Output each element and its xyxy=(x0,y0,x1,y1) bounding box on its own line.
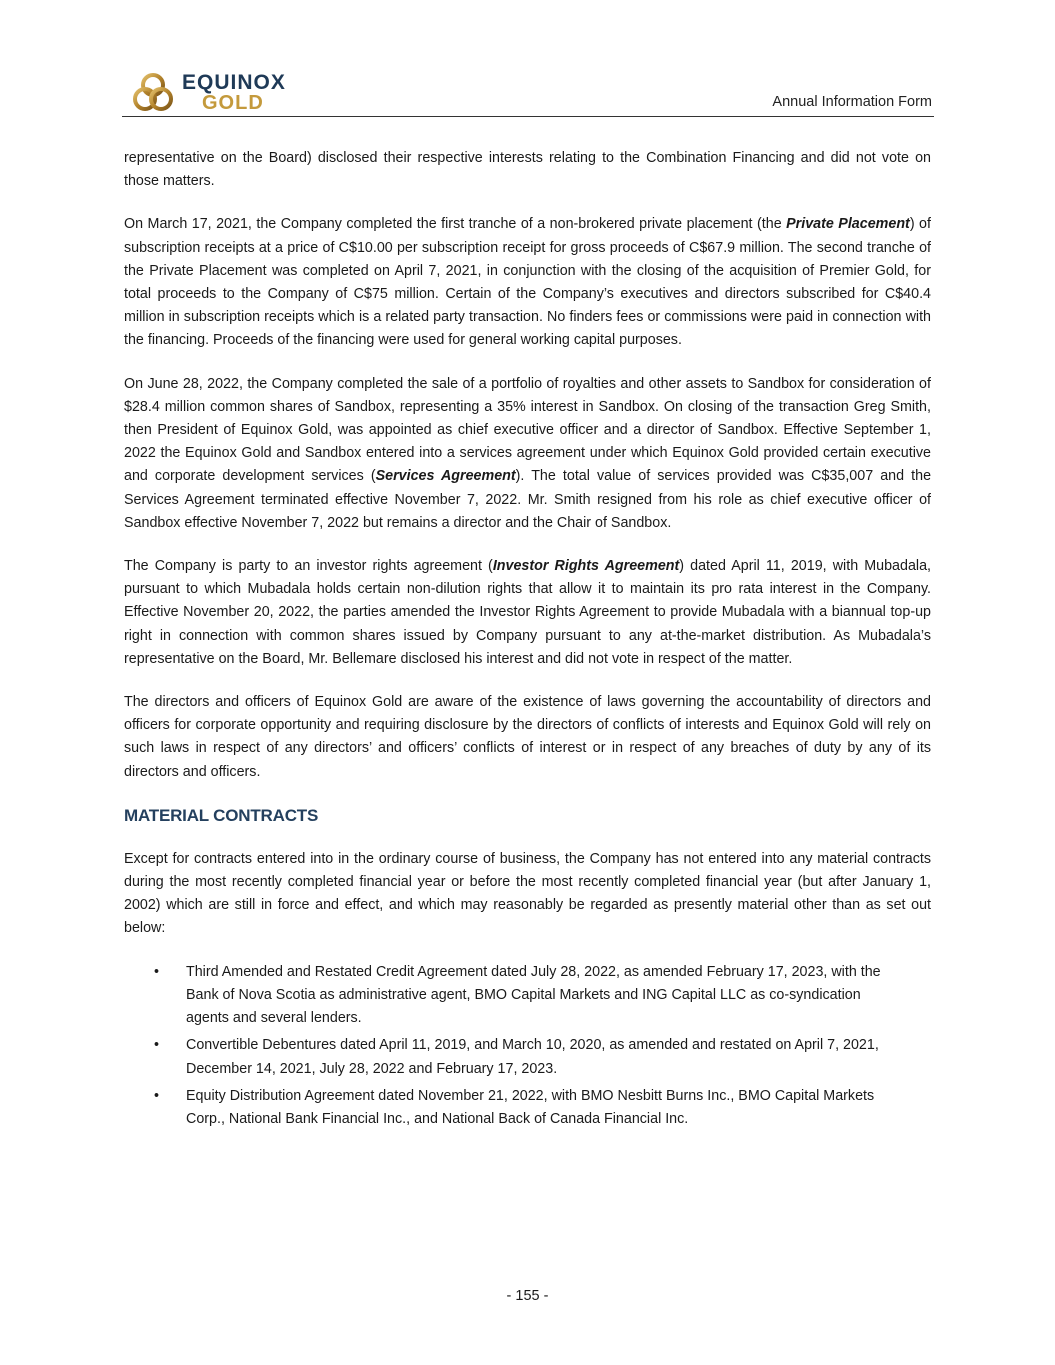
page-body xyxy=(124,147,931,1135)
paragraph-investor-rights xyxy=(124,555,931,671)
text: ) of subscription receipts at a price of C$10.00 per subscription receipt for gross proceeds of C$67.9 million. The second tranche of the Private Placement was completed on April 7, 2021, in conjunction with the closing of the acquisition of Premier Gold, for total proceeds to the Company of C$75 million. Certain of the Company’s executives and directors subscribed for C$40.4 million in subscription receipts which is a related party transaction. No finders fees or commissions were paid in connection with the financing. Proceeds of the financing were used for general working capital purposes. xyxy=(124,216,931,349)
defined-term-investor-rights-agreement: Investor Rights Agreement xyxy=(492,558,680,575)
bullet-icon: • xyxy=(154,963,160,980)
document-title: Annual Information Form xyxy=(772,94,932,110)
logo-text-gold: GOLD xyxy=(202,92,264,114)
text: On June 28, 2022, the Company completed the sale of a portfolio of royalties and other assets to Sandbox for consideration of $28.4 million common shares of Sandbox, representing a 35% interest in Sandbox. On closing of the transaction Greg Smith, then President of Equinox Gold, was appointed as chief executive officer and a director of Sandbox. Effective September 1, 2022 the Equinox Gold and Sandbox entered into a services agreement under which Equinox Gold provided certain executive and corporate development services ( xyxy=(124,375,931,485)
equinox-gold-logo xyxy=(132,70,302,114)
paragraph-private-placement xyxy=(124,213,931,352)
list-item-text: Convertible Debentures dated April 11, 2019, and March 10, 2020, as amended and restated on April 7, 2021, December 14, 2021, July 28, 2022 and February 17, 2023. xyxy=(186,1037,879,1077)
defined-term-private-placement: Private Placement xyxy=(786,216,910,233)
defined-term-services-agreement: Services Agreement xyxy=(375,468,516,485)
bullet-icon: • xyxy=(154,1087,160,1104)
text: On March 17, 2021, the Company completed the first tranche of a non-brokered private placement (the xyxy=(124,216,787,233)
paragraph-material-contracts-intro: Except for contracts entered into in the ordinary course of business, the Company has not entered into any material contracts during the most recently completed financial year or before the most recently completed financial year (but after January 1, 2002) which are still in force and effect, and which may reasonably be regarded as presently material other than as set out below: xyxy=(124,850,931,937)
text: ) dated April 11, 2019, with Mubadala, pursuant to which Mubadala holds certain non-dilution rights that allow it to maintain its pro rata interest in the Company. Effective November 20, 2022, the parties amended the Investor Rights Agreement to provide Mubadala with a biannual top-up right in connection with common shares issued by Company pursuant to any at-the-market distribution. As Mubadala’s representative on the Board, Mr. Bellemare disclosed his interest and did not vote in respect of the matter. xyxy=(124,558,932,667)
paragraph-conflicts-of-interest: The directors and officers of Equinox Gold are aware of the existence of laws governing the accountability of directors and officers for corporate opportunity and requiring disclosure by the directors of conflicts of interests and Equinox Gold will rely on such laws in respect of any directors’ and officers’ conflicts of interest or in respect of any breaches of duty by any of its directors and officers. xyxy=(124,694,931,780)
bullet-icon: • xyxy=(154,1037,160,1054)
text: The Company is party to an investor rights agreement ( xyxy=(124,558,493,575)
page-number: - 155 - xyxy=(506,1288,549,1304)
list-item xyxy=(124,1034,894,1080)
paragraph-sandbox-sale xyxy=(124,373,931,535)
list-item xyxy=(124,961,894,1031)
page-header xyxy=(122,68,934,117)
section-heading-material-contracts: MATERIAL CONTRACTS xyxy=(124,805,319,825)
logo-text-equinox: EQUINOX xyxy=(182,71,286,94)
list-item-text: Equity Distribution Agreement dated November 21, 2022, with BMO Nesbitt Burns Inc., BMO Capital Markets Corp., National Bank Financial Inc., and National Back of Canada Financial Inc. xyxy=(186,1087,875,1127)
paragraph-combination-financing: representative on the Board) disclosed their respective interests relating to the Combination Financing and did not vote on those matters. xyxy=(124,150,931,190)
list-item xyxy=(124,1085,894,1131)
material-contracts-list xyxy=(124,961,931,1131)
text: ). The total value of services provided was C$35,007 and the Services Agreement terminated effective November 7, 2022. Mr. Smith resigned from his role as chief executive officer of Sandbox effective November 7, 2022 but remains a director and the Chair of Sandbox. xyxy=(124,468,932,531)
list-item-text: Third Amended and Restated Credit Agreement dated July 28, 2022, as amended February 17, 2023, with the Bank of Nova Scotia as administrative agent, BMO Capital Markets and ING Capital LLC as co-syndication agents and several lenders. xyxy=(186,963,881,1027)
logo-knot-icon xyxy=(132,72,174,114)
